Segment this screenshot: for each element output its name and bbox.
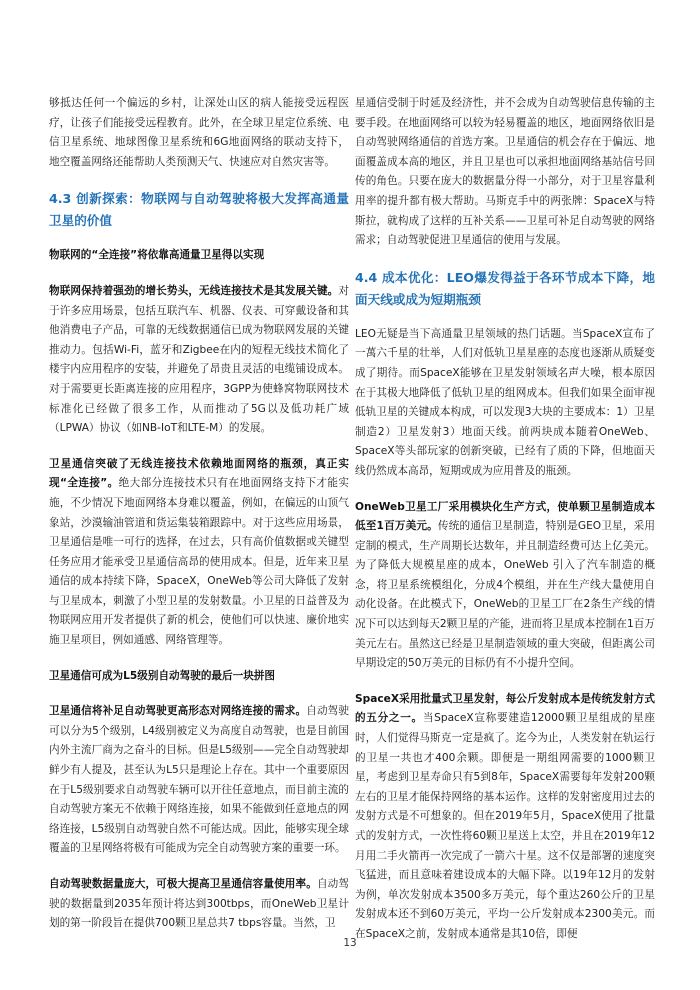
paragraph-lead: 卫星通信突破了无线连接技术依赖地面网络的瓶颈，真正实现“全连接”。 [49, 457, 349, 490]
paragraph: LEO无疑是当下高通量卫星领域的热门话题。当SpaceX宣布了一萬六千星的壮举，人们对低轨卫星星座的态度也逐渐从质疑变成了期待。而SpaceX能够在卫星发射领域名声大噪，根本原因在于其极大地降低了低轨卫星的组网成本。但我们如果全面审视低轨卫星的关键成本构成，可以发现3大块的主要成本：1）卫星制造2）卫星发射3）地面天线。前两块成本随着OneWeb、SpaceX等头部玩家的创新突破，已经有了质的下降，但地面天线仍然成本高昂，短期或成为应用普及的瓶颈。 [355, 327, 655, 477]
paragraph: 星通信受制于时延及经济性，并不会成为自动驾驶信息传输的主要手段。在地面网络可以较为轻易覆盖的地区，地面网络依旧是自动驾驶网络通信的首选方案。卫星通信的机会存在于偏远、地面覆盖成本高的地区，并且卫星也可以承担地面网络基站信号回传的角色。只要在庞大的数据量分得一小部分，对于卫星容量利用率的提升都有极大帮助。马斯克手中的两张牌：SpaceX与特斯拉，就构成了这样的互补关系——卫星可补足自动驾驶的网络需求；自动驾驶促进卫星通信的使用与发展。 [355, 97, 655, 247]
section-title-4-3: 4.3 创新探索：物联网与自动驾驶将极大发挥高通量卫星的价值 [49, 191, 349, 229]
paragraph [355, 690, 655, 945]
paragraph-body: 传统的通信卫星制造，特别是GEO卫星，采用定制的模式，生产周期长达数年，并且制造经费可达上亿美元。为了降低大规模星座的成本，OneWeb 引入了汽车制造的概念，将卫星系统模组化，分成4个模组，并在生产线大量使用自动化设备。在此模式下，OneWeb的卫星工厂在2条生产线的情况下可以达到每天2颗卫星的产能，进而将卫星成本控制在1百万美元左右。虽然这已经是卫星制造领域的重大突破，但距离公司早期设定的50万美元的目标仍有不小提升空间。 [355, 520, 655, 670]
paragraph-lead: 物联网保持着强劲的增长势头，无线连接技术是其发展关键。 [49, 284, 339, 297]
left-column [49, 94, 349, 950]
paragraph: 够抵达任何一个偏远的乡村，让深处山区的病人能接受远程医疗，让孩子们能接受远程教育。此外，在全球卫星定位系统、电信卫星系统、地球图像卫星系统和6G地面网络的联动支持下，地空覆盖网络还能帮助人类预测天气、快速应对自然灾害等。 [49, 97, 349, 168]
subheading-autonomous-driving: 卫星通信可成为L5级别自动驾驶的最后一块拼图 [49, 669, 275, 682]
paragraph [355, 498, 655, 674]
paragraph-body: 自动驾驶可以分为5个级别，L4级别被定义为高度自动驾驶，也是目前国内外主流厂商为之奋斗的目标。但是L5级别——完全自动驾驶却鲜少有人提及，甚至认为L5只是理论上存在。其中一个重要原因在于L5级别要求自动驾驶车辆可以开往任意地点，而目前主流的自动驾驶方案无不依赖于网络连接，如果不能做到任意地点的网络连接，L5级别自动驾驶自然不可能达成。因此，能够实现全球覆盖的卫星网络将极有可能成为完全自动驾驶方案的重要一环。 [49, 705, 349, 855]
paragraph-lead: 自动驾驶数据量庞大，可极大提高卫星通信容量使用率。 [49, 878, 317, 890]
section-title-4-4: 4.4 成本优化：LEO爆发得益于各环节成本下降，地面天线或成为短期瓶颈 [355, 269, 655, 307]
paragraph-body: 当SpaceX宣称要建造12000颗卫星组成的星座时，人们觉得马斯克一定是疯了。迄今为止，人类发射在轨运行的卫星一共也才400余颗。即便是一期组网需要的1000颗卫星，考虑到卫星寿命只有5到8年，SpaceX需要每年发射200颗左右的卫星才能保持网络的基本运作。这样的发射密度用过去的发射方式是不可想象的。但在2019年5月，SpaceX使用了批量式的发射方式，一次性将60颗卫星送上太空，并且在2019年12月用二手火箭再一次完成了一箭六十星。这不仅是部署的速度突飞猛进，而且意味着建设成本的大幅下降。以19年12月的发射为例，单次发射成本3500多万美元，每个重达260公斤的卫星发射成本还不到60万美元，平均一公斤发射成本2300美元。而在SpaceX之前，发射成本通常是其10倍，即便 [355, 712, 655, 940]
paragraph-lead: 卫星通信将补足自动驾驶更高形态对网络连接的需求。 [49, 705, 307, 718]
paragraph [49, 282, 349, 439]
paragraph [49, 702, 349, 859]
paragraph [49, 875, 349, 934]
page-number: 13 [343, 937, 357, 949]
paragraph-body: 对于许多应用场景，包括互联汽车、机器、仪表、可穿戴设备和其他消费电子产品，可靠的无线数据通信已成为物联网发展的关键推动力。包括Wi-Fi，蓝牙和Zigbee在内的短程无线技术简化了楼宇内应用程序的安装，并避免了昂贵且灵活的电缆铺设成本。对于需要更长距离连接的应用程序，3GPP为使蜂窝物联网技术标准化已经做了很多工作，从而推动了5G以及低功耗广域（LPWA）协议（如NB-IoT和LTE-M）的发展。 [49, 284, 349, 435]
paragraph-body: 自动驾驶的数据量到2035年预计将达到300tbps，而OneWeb卫星计划的第一阶段旨在提供700颗卫星总共7 tbps容量。当然，卫 [49, 878, 349, 930]
subheading-iot: 物联网的“全连接”将依靠高通量卫星得以实现 [49, 249, 265, 262]
paragraph-body: 绝大部分连接技术只有在地面网络支持下才能实施，不少情况下地面网络本身难以覆盖，例如，在偏远的山顶气象站，沙漠输油管道和货运集装箱跟踪中。对于这些应用场景，卫星通信是唯一可行的选择，在过去，只有高价值数据或关键型任务应用才能承受卫星通信高昂的使用成本。但是，近年来卫星通信的成本持续下降，SpaceX，OneWeb等公司大降低了发射与卫星成本，刺激了小型卫星的发射数量。小卫星的日益普及为物联网应用开发者提供了新的机会，使他们可以快速、廉价地实施卫星项目，例如通感、网络管理等。 [49, 477, 349, 647]
paragraph-lead: SpaceX采用批量式卫星发射，每公斤发射成本是传统发射方式的五分之一。 [355, 692, 655, 725]
paragraph-lead: OneWeb卫星工厂采用模块化生产方式，使单颗卫星制造成本低至1百万美元。 [355, 500, 655, 533]
paragraph [49, 455, 349, 651]
right-column [355, 94, 655, 961]
